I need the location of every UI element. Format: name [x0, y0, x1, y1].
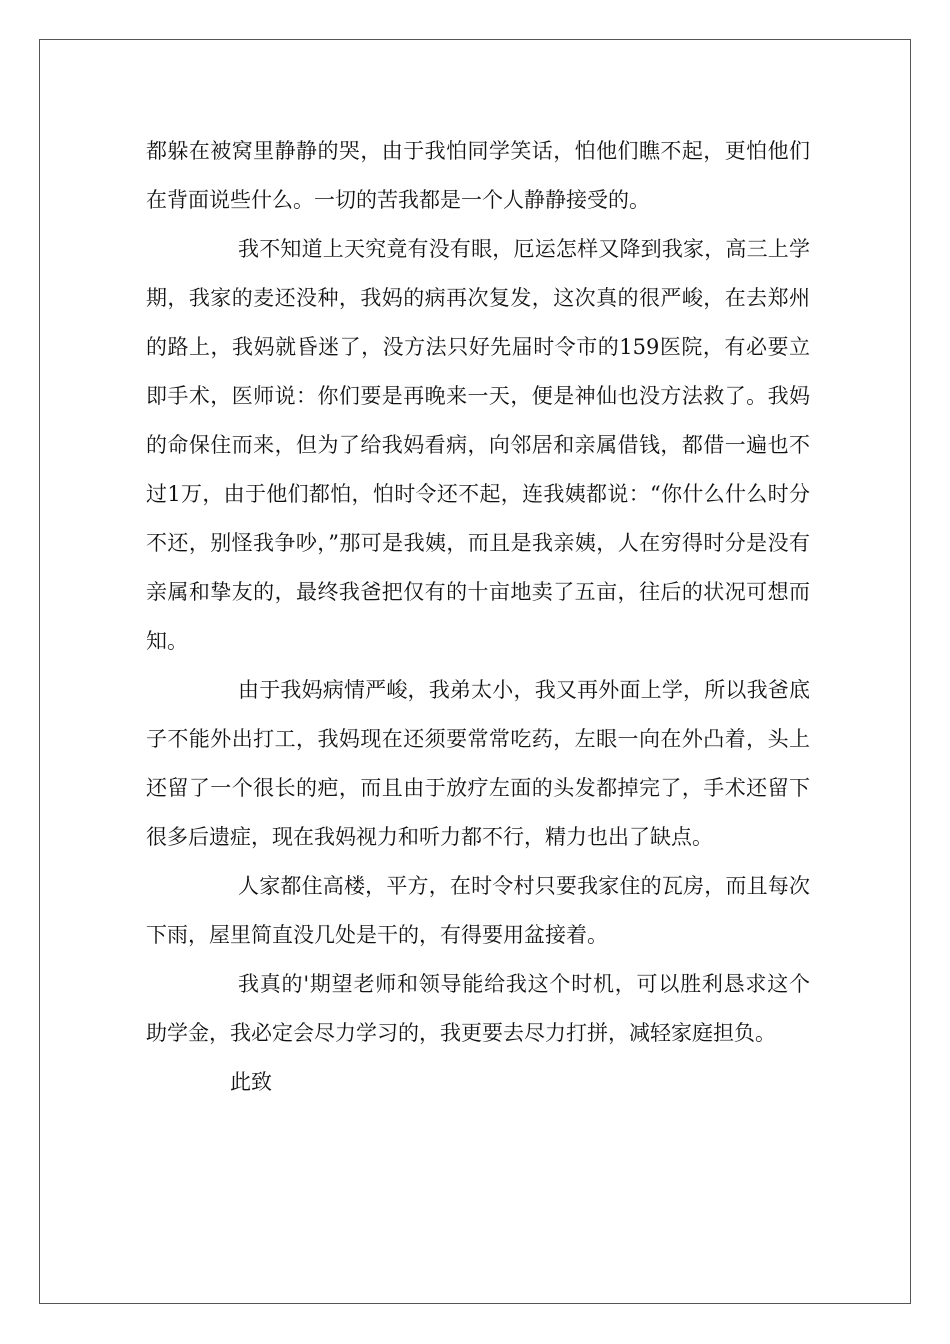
paragraph-4: 人家都住高楼，平方，在时令村只要我家住的瓦房，而且每次下雨，屋里简直没几处是干的，有得要用盆接着。 [146, 874, 810, 947]
paragraph-3: 由于我妈病情严峻，我弟太小，我又再外面上学，所以我爸底子不能外出打工，我妈现在还须要常常吃药，左眼一向在外凸着，头上还留了一个很长的疤，而且由于放疗左面的头发都掉完了，手术还留下很多后遗症，现在我妈视力和听力都不行，精力也出了缺点。 [146, 678, 810, 849]
paragraph-5: 我真的'期望老师和领导能给我这个时机，可以胜利恳求这个助学金，我必定会尽力学习的，我更要去尽力打拼，减轻家庭担负。 [146, 972, 810, 1045]
paragraph-2: 我不知道上天究竟有没有眼，厄运怎样又降到我家，高三上学期，我家的麦还没种，我妈的病再次复发，这次真的很严峻，在去郑州的路上，我妈就昏迷了，没方法只好先届时令市的159医院，有必要立即手术，医师说：你们要是再晚来一天，便是神仙也没方法救了。我妈的命保住而来，但为了给我妈看病，向邻居和亲属借钱，都借一遍也不过1万，由于他们都怕，怕时令还不起，连我姨都说：“你什么什么时分不还，别怪我争吵，”那可是我姨，而且是我亲姨，人在穷得时分是没有亲属和挚友的，最终我爸把仅有的十亩地卖了五亩，往后的状况可想而知。 [146, 237, 810, 653]
letter-body [146, 127, 810, 1107]
closing-salutation: 此致 [230, 1070, 272, 1094]
paragraph-1: 都躲在被窝里静静的哭，由于我怕同学笑话，怕他们瞧不起，更怕他们在背面说些什么。一切的苦我都是一个人静静接受的。 [146, 139, 810, 212]
